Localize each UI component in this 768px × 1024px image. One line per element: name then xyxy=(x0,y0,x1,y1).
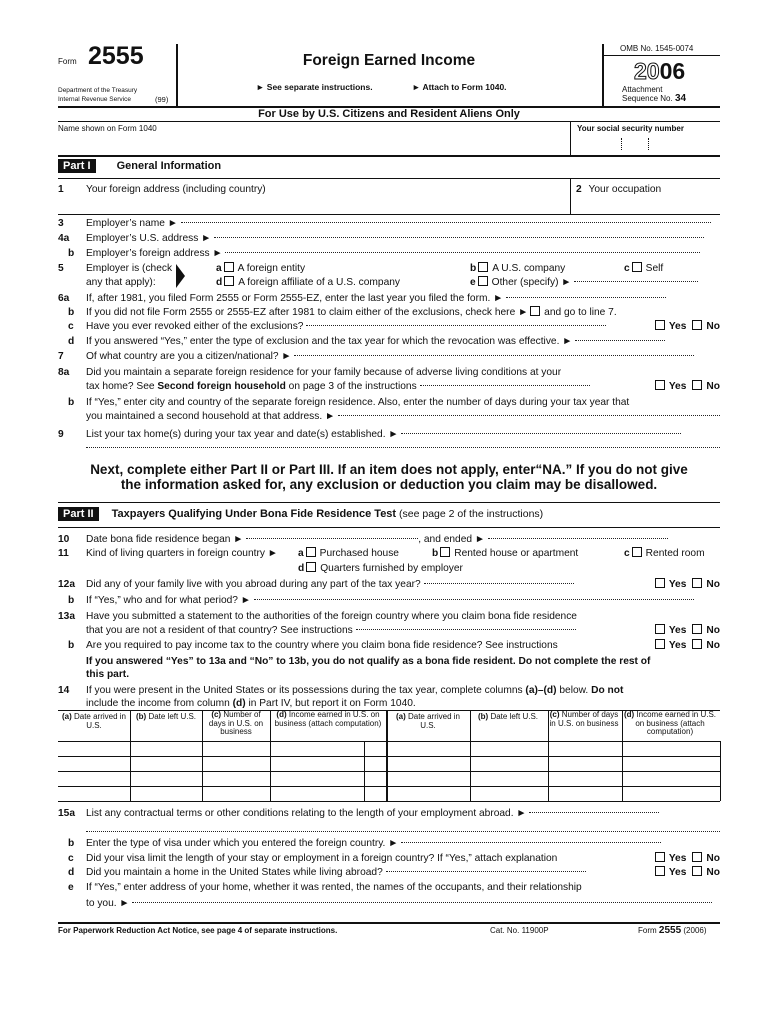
tax-year-bold: 06 xyxy=(659,58,686,84)
department-line: Department of the Treasury xyxy=(58,87,138,94)
employer-name-field[interactable] xyxy=(181,222,711,223)
line-13a-label-cont: that you are not a resident of that country? See instructions xyxy=(86,625,353,636)
line-13-note-cont: this part. xyxy=(86,669,130,680)
name-label: Name shown on Form 1040 xyxy=(58,124,157,133)
see-instructions: ► See separate instructions. xyxy=(256,82,373,92)
tax-home-field-cont[interactable] xyxy=(86,447,720,448)
line-12a-number: 12a xyxy=(58,579,75,590)
line-8b-number: b xyxy=(68,397,75,408)
presence-table xyxy=(58,710,720,804)
line-4b-label: Employer’s foreign address ► xyxy=(86,248,223,259)
irs-line: Internal Revenue Service xyxy=(58,96,131,103)
family-period-field[interactable] xyxy=(254,599,694,600)
not-filed-checkbox[interactable] xyxy=(530,306,540,316)
visa-limit-yes-checkbox[interactable] xyxy=(655,852,665,862)
line-3-number: 3 xyxy=(58,218,64,229)
line-15b-number: b xyxy=(68,838,75,849)
tax-home-field[interactable] xyxy=(401,433,681,434)
pay-tax-yes-checkbox[interactable] xyxy=(655,639,665,649)
line-3-label: Employer’s name ► xyxy=(86,218,178,229)
line-7-number: 7 xyxy=(58,351,64,362)
line-12a-label: Did any of your family live with you abroad during any part of the tax year? xyxy=(86,579,421,590)
line-15d-number: d xyxy=(68,867,75,878)
part1-header xyxy=(58,160,221,172)
line-10-tail: , and ended ► xyxy=(418,534,485,545)
occupation-field[interactable] xyxy=(574,197,720,213)
us-home-address-field[interactable] xyxy=(132,902,712,903)
employer-other-label: Other (specify) ► xyxy=(491,277,572,288)
line-4b-number: b xyxy=(68,248,75,259)
employer-self-label: Self xyxy=(645,263,664,274)
line-9-label: List your tax home(s) during your tax year and date(s) established. ► xyxy=(86,429,399,440)
sequence-number: 34 xyxy=(674,92,687,104)
line-8a-number: 8a xyxy=(58,367,70,378)
line-10-number: 10 xyxy=(58,534,70,545)
attach-instruction: ► Attach to Form 1040. xyxy=(412,82,507,92)
line-13a-label: Have you submitted a statement to the authorities of the foreign country where you claim bona fide residence xyxy=(86,611,577,622)
line-14-label: If you were present in the United States or its possessions during the tax year, complete columns (a)–(d) below. Do not xyxy=(86,685,624,696)
pay-tax-no-checkbox[interactable] xyxy=(692,639,702,649)
line-4a-number: 4a xyxy=(58,233,70,244)
line-6b-number: b xyxy=(68,307,75,318)
part2-title-note: (see page 2 of the instructions) xyxy=(396,508,544,520)
purchased-house-checkbox[interactable] xyxy=(306,547,316,557)
col-a-header: (a) Date arrived in U.S. xyxy=(61,712,127,730)
line-11-number: 11 xyxy=(58,548,69,559)
col-b-header-right: (b) Date left U.S. xyxy=(477,712,539,721)
tax-year xyxy=(634,58,685,85)
line-1-label: Your foreign address (including country) xyxy=(86,184,266,195)
line-13a-number: 13a xyxy=(58,611,75,622)
employer-foreign-affiliate-label: A foreign affiliate of a U.S. company xyxy=(238,277,401,288)
separate-residence-yes-checkbox[interactable] xyxy=(655,380,665,390)
ssn-label: Your social security number xyxy=(577,124,684,133)
form-number: 2555 xyxy=(88,42,144,70)
line-15c-number: c xyxy=(68,853,74,864)
notice-text: Next, complete either Part II or Part III. If an item does not apply, enter“NA.” If you do not give the information asked for, any exclusion or deduction you claim may be disallowed. xyxy=(90,462,688,492)
employer-us-company-checkbox[interactable] xyxy=(478,262,488,272)
rented-house-label: Rented house or apartment xyxy=(454,548,579,559)
line-6a-label: If, after 1981, you filed Form 2555 or Form 2555-EZ, enter the last year you filed the form. ► xyxy=(86,293,504,304)
residence-began-field[interactable] xyxy=(246,538,418,539)
visa-limit-no-checkbox[interactable] xyxy=(692,852,702,862)
employer-quarters-label: Quarters furnished by employer xyxy=(320,563,463,574)
line-15e-label-cont: to you. ► xyxy=(86,898,130,909)
rented-house-checkbox[interactable] xyxy=(440,547,450,557)
part2-title: Taxpayers Qualifying Under Bona Fide Residence Test xyxy=(111,508,397,520)
line-15c-label: Did your visa limit the length of your stay or employment in a foreign country? If “Yes,” attach explanation xyxy=(86,853,558,864)
employer-foreign-entity-checkbox[interactable] xyxy=(224,262,234,272)
part2-label: Part II xyxy=(58,507,99,521)
bracket-arrow-icon xyxy=(176,264,185,288)
line-14-label-cont: include the income from column (d) in Part IV, but report it on Form 1040. xyxy=(86,698,416,709)
line-15b-label: Enter the type of visa under which you entered the foreign country. ► xyxy=(86,838,399,849)
statement-submitted-no-checkbox[interactable] xyxy=(692,624,702,634)
statement-submitted-yes-checkbox[interactable] xyxy=(655,624,665,634)
line-6c-label: Have you ever revoked either of the exclusions? xyxy=(86,321,304,332)
contract-terms-field[interactable] xyxy=(529,812,659,813)
purchased-house-label: Purchased house xyxy=(319,548,399,559)
line-11-label: Kind of living quarters in foreign country ► xyxy=(86,548,278,559)
line-7-label: Of what country are you a citizen/national? ► xyxy=(86,351,292,362)
us-home-yes-checkbox[interactable] xyxy=(655,866,665,876)
visa-type-field[interactable] xyxy=(401,842,661,843)
line-14-number: 14 xyxy=(58,685,70,696)
family-abroad-yes-checkbox[interactable] xyxy=(655,578,665,588)
paperwork-notice: For Paperwork Reduction Act Notice, see page 4 of separate instructions. xyxy=(58,926,338,935)
line-13-note: If you answered “Yes” to 13a and “No” to 13b, you do not qualify as a bona fide resident. Do not complete the rest of xyxy=(86,656,651,667)
line-6d-number: d xyxy=(68,336,75,347)
line-8a-label: Did you maintain a separate foreign residence for your family because of adverse living conditions at your xyxy=(86,367,562,378)
col-c-header-right: (c) Number of days in U.S. on business xyxy=(549,710,619,728)
part1-title: General Information xyxy=(116,160,222,172)
line-8b-label-cont: you maintained a second household at that address. ► xyxy=(86,411,336,422)
col-a-header-right: (a) Date arrived in U.S. xyxy=(395,712,461,730)
col-c-header: (c) Number of days in U.S. on business xyxy=(208,710,264,736)
revocation-field[interactable] xyxy=(575,340,665,341)
tax-year-outline: 20 xyxy=(634,58,660,84)
part2-header xyxy=(58,508,543,520)
footer-form: Form 2555 (2006) xyxy=(638,925,707,936)
line-15e-number: e xyxy=(68,882,74,893)
employer-foreign-entity-label: A foreign entity xyxy=(237,263,306,274)
col-d-header: (d) Income earned in U.S. on business (attach computation) xyxy=(274,710,382,728)
line-15e-label: If “Yes,” enter address of your home, whether it was rented, the names of the occupants, and their relationship xyxy=(86,882,582,893)
employer-us-address-field[interactable] xyxy=(214,237,704,238)
line-2-number: 2 xyxy=(576,184,582,195)
part1-label: Part I xyxy=(58,159,96,173)
last-year-filed-field[interactable] xyxy=(506,297,666,298)
line-6d-label: If you answered “Yes,” enter the type of exclusion and the tax year for which the revocation was effective. ► xyxy=(86,336,573,347)
revoked-yes-checkbox[interactable] xyxy=(655,320,665,330)
contract-terms-field-cont[interactable] xyxy=(86,831,720,832)
form-label: Form xyxy=(58,57,77,66)
employer-quarters-checkbox[interactable] xyxy=(306,562,316,572)
line-15a-number: 15a xyxy=(58,808,75,819)
catalog-number: Cat. No. 11900P xyxy=(490,926,549,935)
employer-foreign-address-field[interactable] xyxy=(225,252,700,253)
line-6a-number: 6a xyxy=(58,293,70,304)
rented-room-label: Rented room xyxy=(645,548,705,559)
employer-us-company-label: A U.S. company xyxy=(492,263,566,274)
line-10-label: Date bona fide residence began ► xyxy=(86,534,244,545)
line-13b-label: Are you required to pay income tax to the country where you claim bona fide residence? See instructions xyxy=(86,640,558,651)
name-field[interactable] xyxy=(58,133,568,154)
separate-residence-no-checkbox[interactable] xyxy=(692,380,702,390)
employer-self-checkbox[interactable] xyxy=(632,262,642,272)
line-12b-number: b xyxy=(68,595,75,606)
form-title: Foreign Earned Income xyxy=(302,52,476,69)
line-6b-label: If you did not file Form 2555 or 2555-EZ after 1981 to claim either of the exclusions, check here ► xyxy=(86,307,529,318)
line-6c-number: c xyxy=(68,321,74,332)
employer-other-checkbox[interactable] xyxy=(478,276,488,286)
residence-ended-field[interactable] xyxy=(488,538,668,539)
line-8b-label: If “Yes,” enter city and country of the separate foreign residence. Also, enter the number of days during your tax year that xyxy=(86,397,630,408)
col-b-header: (b) Date left U.S. xyxy=(135,712,197,721)
line-15d-label: Did you maintain a home in the United States while living abroad? xyxy=(86,867,383,878)
employer-other-field[interactable] xyxy=(574,281,698,282)
omb-number: OMB No. 1545-0074 xyxy=(620,44,694,53)
line-15a-label: List any contractual terms or other conditions relating to the length of your employment abroad. ► xyxy=(86,808,527,819)
citizenship-field[interactable] xyxy=(294,355,694,356)
line-13b-number: b xyxy=(68,640,75,651)
line-5-number: 5 xyxy=(58,263,64,274)
line-9-number: 9 xyxy=(58,429,64,440)
line-6b-tail: and go to line 7. xyxy=(544,307,617,318)
employer-foreign-affiliate-checkbox[interactable] xyxy=(224,276,234,286)
line-5-label-cont: any that apply): xyxy=(86,277,156,288)
family-abroad-no-checkbox[interactable] xyxy=(692,578,702,588)
foreign-address-field[interactable] xyxy=(84,197,568,213)
col-d-header-right: (d) Income earned in U.S. on business (attach computation) xyxy=(623,710,717,736)
rented-room-checkbox[interactable] xyxy=(632,547,642,557)
second-household-field[interactable] xyxy=(338,415,720,416)
us-home-no-checkbox[interactable] xyxy=(692,866,702,876)
revoked-no-checkbox[interactable] xyxy=(692,320,702,330)
line-2-label: Your occupation xyxy=(588,184,662,195)
ssn-field[interactable] xyxy=(574,133,720,154)
line-5-label: Employer is (check xyxy=(86,263,173,274)
use-line: For Use by U.S. Citizens and Resident Aliens Only xyxy=(258,108,520,120)
line-12b-label: If “Yes,” who and for what period? ► xyxy=(86,595,251,606)
dept-code: (99) xyxy=(155,95,169,104)
attachment-label: Attachment Sequence No. 34 xyxy=(622,85,687,104)
line-4a-label: Employer’s U.S. address ► xyxy=(86,233,212,244)
line-1-number: 1 xyxy=(58,184,64,195)
